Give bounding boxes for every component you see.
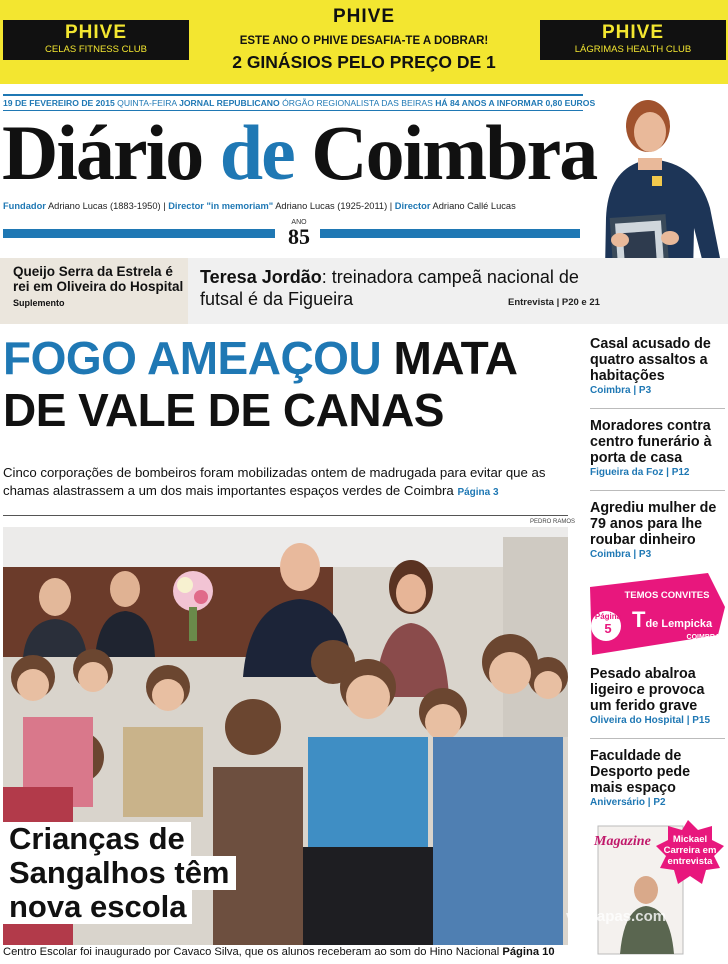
- year-word: ANO: [291, 219, 307, 226]
- dateline-price: 0,80 EUROS: [545, 98, 596, 108]
- headline-lead: [3, 464, 578, 502]
- magazine-promo: Mickael Carreira em entrevista: [663, 834, 717, 867]
- magazine-name: Magazine: [594, 834, 651, 849]
- sidebar-item-title: Pesado abalroa ligeiro e provoca um ferido grave: [590, 666, 705, 714]
- dateline-kind: JORNAL REPUBLICANO: [179, 98, 280, 108]
- main-headline[interactable]: [3, 332, 583, 436]
- photo-headline-l3: nova escola: [3, 890, 192, 924]
- year-badge: [280, 219, 318, 248]
- sidebar-item-ref: Aniversário | P2: [590, 797, 666, 808]
- teaser-main-name: Teresa Jordão: [200, 267, 322, 287]
- director-memoriam-value: Adriano Lucas (1925-2011): [275, 201, 388, 211]
- dateline: [3, 98, 596, 108]
- sidebar-item-ref: Coimbra | P3: [590, 385, 652, 396]
- sidebar-item-ref: Oliveira do Hospital | P15: [590, 715, 711, 726]
- founder-value: Adriano Lucas (1883-1950): [47, 201, 161, 211]
- ad-left-brand-box: [3, 20, 189, 60]
- ad-left-sub: CELAS FITNESS CLUB: [45, 44, 147, 55]
- director-memoriam-label: Director "in memoriam": [168, 201, 274, 211]
- dateline-rule-top: [3, 94, 583, 96]
- sidebar-item-title: Moradores contra centro funerário à porta de casa: [590, 418, 712, 466]
- founders-line: Fundador Adriano Lucas (1883-1950) | Director "in memoriam" Adriano Lucas (1925-2011) | Director Adriano Callé Lucas: [3, 201, 516, 211]
- convites-page: [591, 612, 625, 636]
- headline-black1: MATA: [381, 332, 518, 384]
- convites-city: COIMBRA: [686, 634, 720, 641]
- photo-caption-page: Página 10: [502, 946, 555, 958]
- convites-title-rest: de Lempicka: [645, 618, 713, 630]
- sidebar-item-title: Casal acusado de quatro assaltos a habitações: [590, 336, 711, 384]
- dateline-desc: ÓRGÃO REGIONALISTA DAS BEIRAS: [282, 98, 433, 108]
- ad-right-brand-box: [540, 20, 726, 60]
- founder-label: Fundador: [3, 201, 46, 211]
- year-number: 85: [288, 224, 310, 249]
- convites-title-big: T: [632, 607, 646, 632]
- photo-headline-l1: Crianças de: [3, 822, 191, 856]
- ad-right-sub: LÁGRIMAS HEALTH CLUB: [574, 44, 692, 55]
- sidebar-divider: [590, 408, 725, 409]
- convites-page-num: 5: [604, 621, 612, 636]
- masthead-part3: Coimbra: [293, 109, 597, 196]
- masthead-part1: Diário: [2, 109, 220, 196]
- ad-left-brand: PHIVE: [64, 22, 128, 43]
- dateline-date: 19 DE FEVEREIRO DE 2015: [3, 98, 115, 108]
- ad-line1: ESTE ANO O PHIVE DESAFIA-TE A DOBRAR!: [239, 35, 489, 47]
- masthead-bar-right: [320, 229, 580, 238]
- photo-headline[interactable]: [3, 822, 273, 930]
- photo-headline-l2: Sangalhos têm: [3, 856, 236, 890]
- convites-page-word: Página: [594, 612, 622, 621]
- dateline-weekday: QUINTA-FEIRA: [117, 98, 177, 108]
- sidebar-item-funerario[interactable]: [590, 418, 725, 478]
- dateline-age: HÁ 84 ANOS A INFORMAR: [435, 98, 544, 108]
- teaser-left-tag: Suplemento: [13, 298, 65, 308]
- teaser-left[interactable]: [13, 264, 185, 311]
- photo-credit: PEDRO RAMOS: [530, 519, 576, 525]
- convites-heading: TEMOS CONVITES: [624, 590, 710, 601]
- sidebar-divider: [590, 738, 725, 739]
- headline-separator: [3, 515, 568, 516]
- teaser-main-section: Entrevista | P20 e 21: [508, 297, 600, 308]
- headline-lead-page: Página 3: [457, 487, 499, 498]
- convites-title: [632, 607, 724, 633]
- ad-right-brand: PHIVE: [601, 22, 665, 43]
- headline-blue: FOGO AMEAÇOU: [3, 332, 382, 384]
- watermark: vercapas.com: [566, 908, 667, 925]
- teaser-left-text: Queijo Serra da Estrela é rei em Oliveira do Hospital: [13, 264, 184, 294]
- sidebar-item-assaltos[interactable]: [590, 336, 725, 396]
- sidebar-item-agrediu[interactable]: [590, 500, 725, 560]
- sidebar-item-ref: Figueira da Foz | P12: [590, 467, 690, 478]
- headline-black2: DE VALE DE CANAS: [3, 384, 444, 436]
- sidebar-item-title: Faculdade de Desporto pede mais espaço: [590, 748, 691, 796]
- masthead-part2: de: [219, 109, 294, 196]
- sidebar-item-faculdade[interactable]: [590, 748, 725, 808]
- photo-caption-text: Centro Escolar foi inaugurado por Cavaco Silva, que os alunos receberam ao som do Hino Nacional: [3, 946, 500, 958]
- masthead-logo[interactable]: [2, 109, 597, 196]
- sidebar-item-title: Agrediu mulher de 79 anos para lhe roubar dinheiro: [590, 500, 717, 548]
- director-value: Adriano Callé Lucas: [432, 201, 516, 211]
- sidebar-divider: [590, 490, 725, 491]
- sidebar-item-pesado[interactable]: [590, 666, 725, 726]
- ad-title: PHIVE: [332, 6, 396, 27]
- masthead-bar-left: [3, 229, 275, 238]
- ad-line2: 2 GINÁSIOS PELO PREÇO DE 1: [232, 52, 496, 72]
- sidebar-item-ref: Coimbra | P3: [590, 549, 652, 560]
- photo-caption: [3, 946, 578, 958]
- headline-lead-text: Cinco corporações de bombeiros foram mobilizadas ontem de madrugada para evitar que as chamas alastrassem a um dos mais importantes espaços verdes de Coimbra: [3, 465, 546, 498]
- director-label: Director: [394, 201, 431, 211]
- teaser-main-rest: : treinadora campeã nacional de futsal é da Figueira: [200, 267, 579, 309]
